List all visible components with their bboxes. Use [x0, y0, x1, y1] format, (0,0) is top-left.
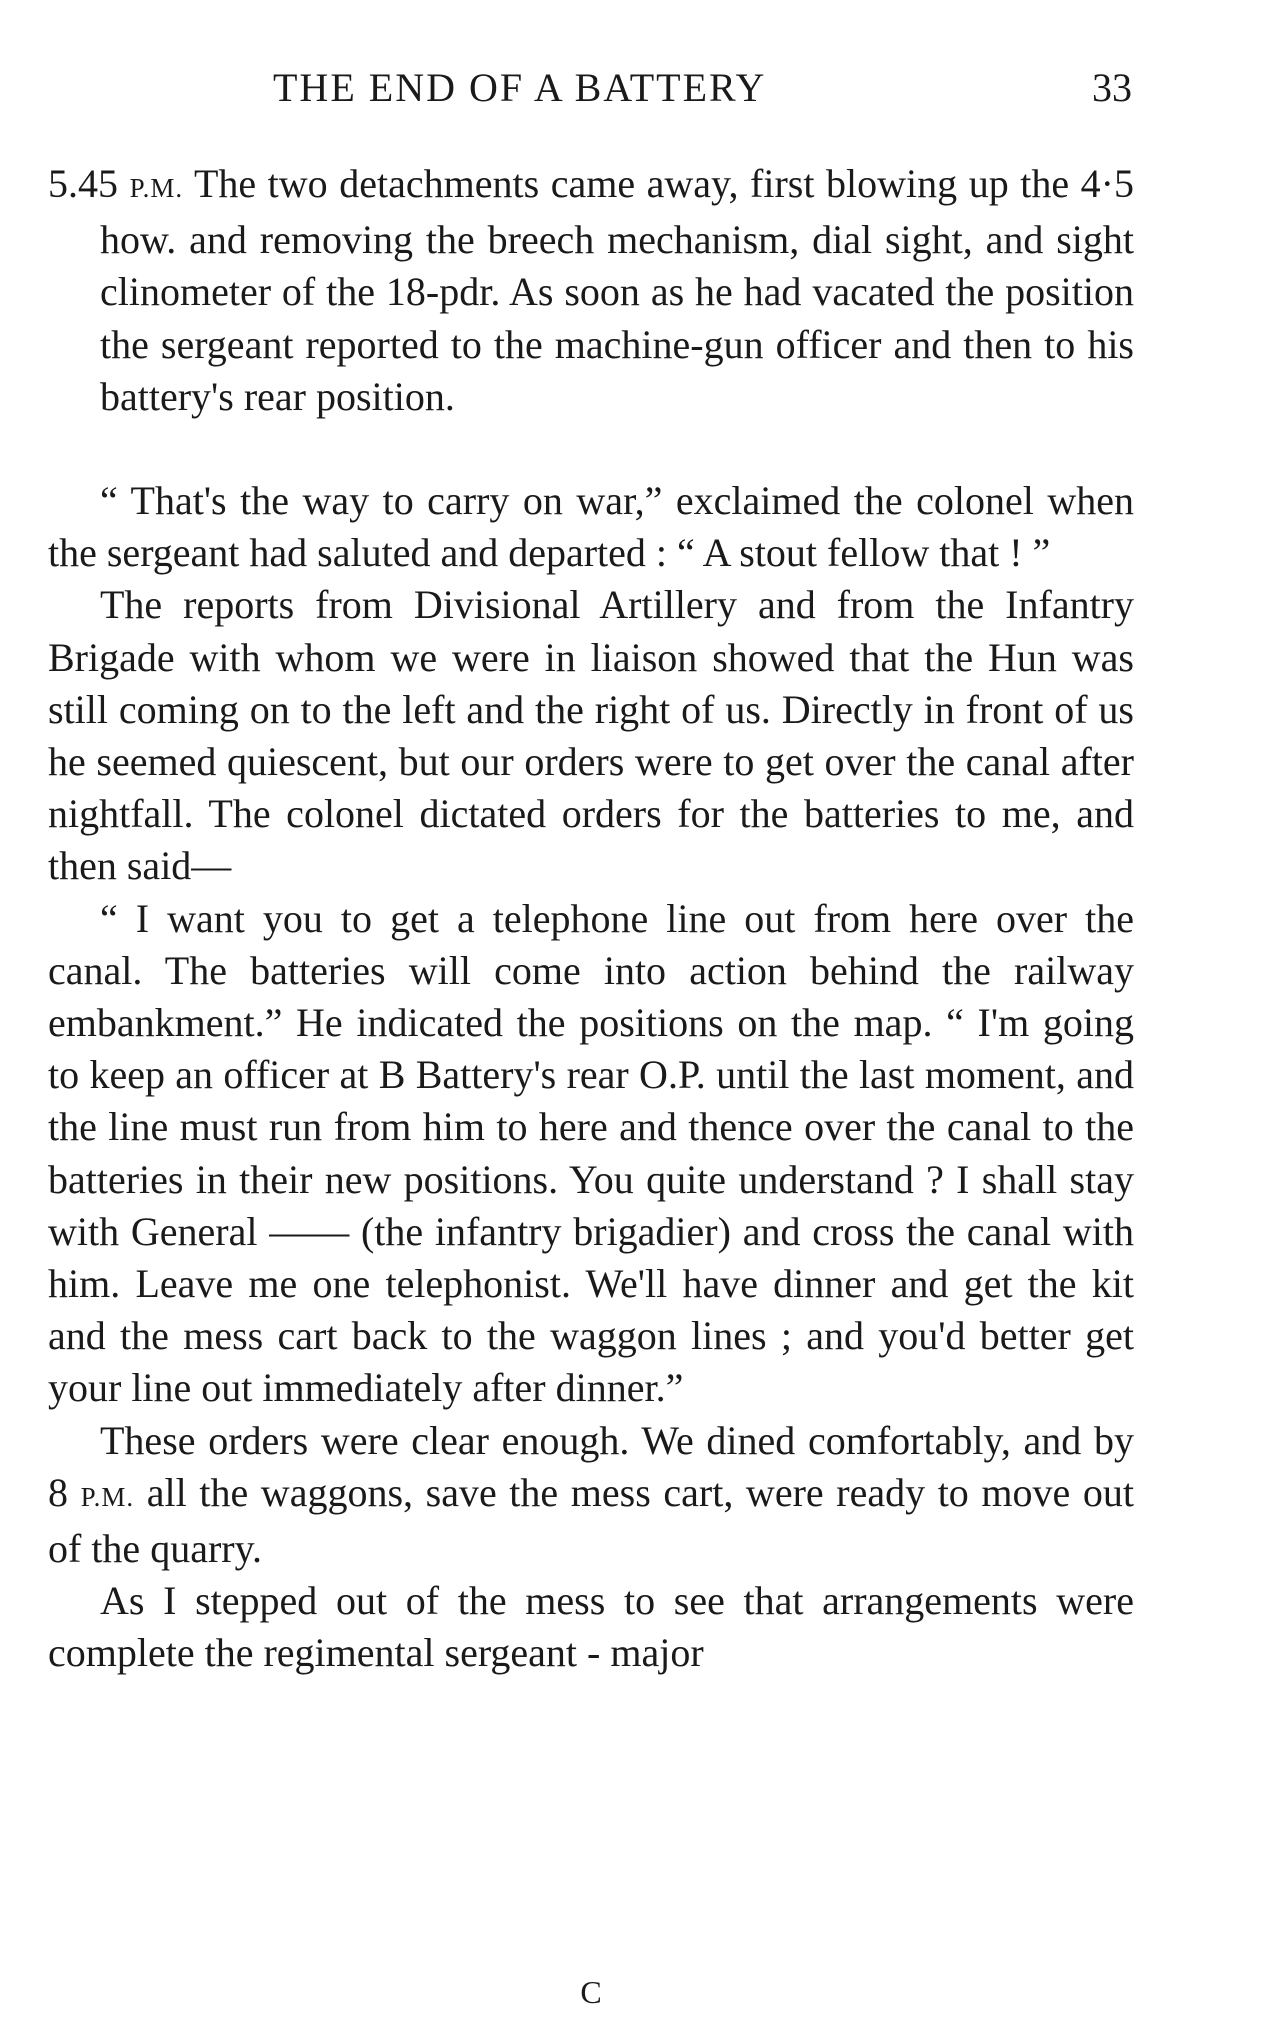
paragraph-dinner	[48, 1415, 1134, 1576]
signature-mark: C	[580, 1974, 602, 2010]
time-suffix: P.M.	[80, 1481, 135, 1512]
log-entry-text: The two detachments came away, first blowing up the 4·5 how. and removing the breech mechanism, dial sight, and sight clinometer of the 18-pdr. As soon as he had vacated the position the sergeant reported to the machine-gun officer and then to his battery's rear position.	[100, 161, 1135, 419]
paragraph-colonel-orders: “ I want you to get a telephone line out from here over the canal. The batteries will come into action behind the railway embankment.” He indicated the positions on the map. “ I'm going to keep an officer at B Battery's rear O.P. until the last moment, and the line must run from him to here and thence over the canal to the batteries in their new positions. You quite understand ? I shall stay with General —— (the infantry brigadier) and cross the canal with him. Leave me one telephonist. We'll have dinner and get the kit and the mess cart back to the waggon lines ; and you'd better get your line out immediately after dinner.”	[48, 895, 1134, 1411]
paragraph-log-entry	[48, 158, 1134, 423]
running-head: THE END OF A BATTERY	[273, 65, 767, 110]
dinner-text-b: all the waggons, save the mess cart, were ready to move out of the quarry.	[48, 1469, 1135, 1572]
dinner-text-a: These orders were clear enough. We dined comfortably, and by 8	[48, 1417, 1134, 1515]
paragraph-colonel-remark: “ That's the way to carry on war,” exclaimed the colonel when the sergeant had saluted and departed : “ A stout fellow that ! ”	[48, 478, 1134, 576]
time-suffix: P.M.	[129, 173, 184, 203]
page-header	[48, 64, 1134, 114]
paragraph-mess: As I stepped out of the mess to see that arrangements were complete the regimental sergeant - major	[48, 1578, 1134, 1676]
time-stamp	[48, 161, 183, 206]
page-number: 33	[1092, 65, 1132, 110]
body-text	[48, 158, 1134, 1680]
paragraph-reports: The reports from Divisional Artillery and from the Infantry Brigade with whom we were in liaison showed that the Hun was still coming on to the left and the right of us. Directly in front of us he seemed quiescent, but our orders were to get over the canal after nightfall. The colonel dictated orders for the batteries to me, and then said—	[48, 582, 1134, 889]
time-value: 5.45	[48, 161, 118, 206]
book-page	[48, 0, 1134, 2043]
